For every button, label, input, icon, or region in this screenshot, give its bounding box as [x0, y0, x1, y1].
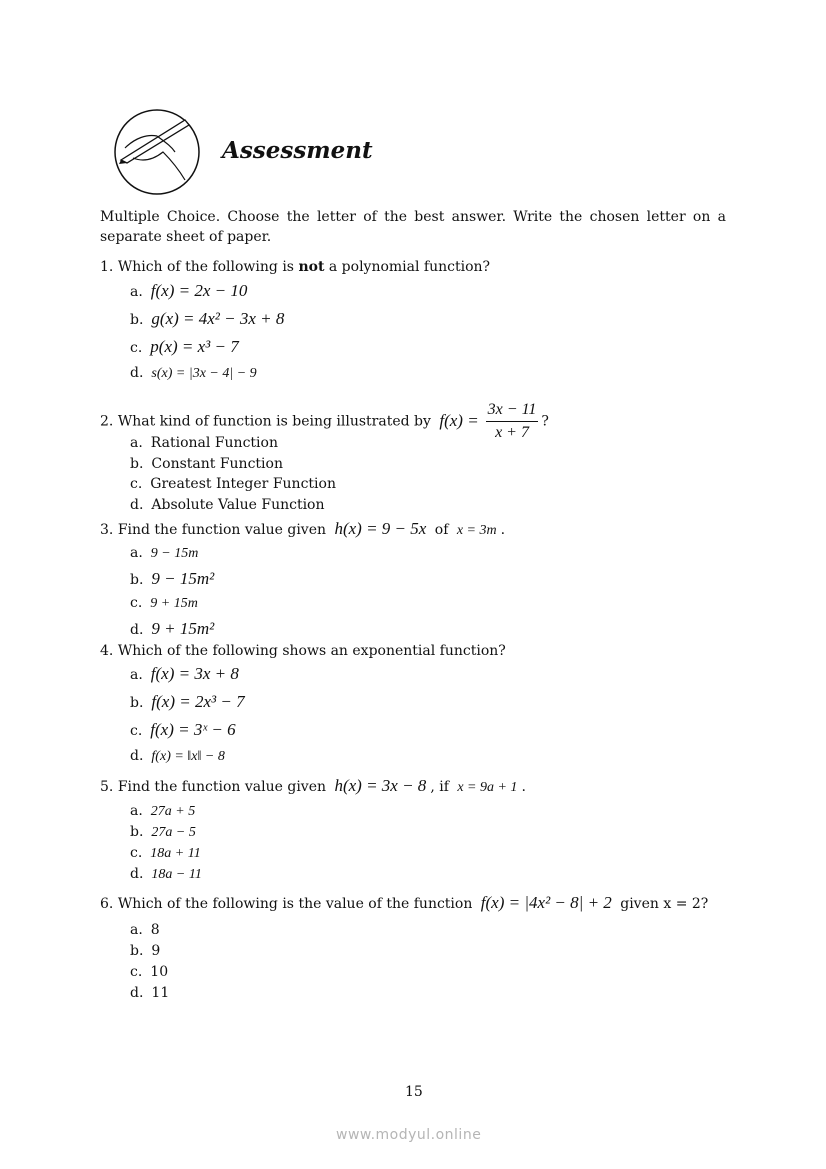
fraction-denominator: x + 7 [495, 424, 529, 441]
answer-option [130, 692, 245, 713]
answer-option [130, 941, 160, 961]
option-label: b. [130, 312, 144, 328]
option-text: Rational Function [150, 435, 278, 451]
option-text: 27a + 5 [150, 804, 196, 819]
question-text: Which of the following is the value of the function [117, 896, 477, 912]
option-label: b. [130, 456, 144, 472]
question-stem [100, 893, 708, 914]
watermark: www.modyul.online [336, 1127, 482, 1143]
math-expression: x = 3m [456, 523, 497, 538]
question-text: of [430, 522, 453, 538]
option-text: f(x) = 2x³ − 7 [151, 692, 245, 711]
answer-option [130, 720, 236, 741]
answer-option [130, 843, 201, 864]
option-text: 18a − 11 [151, 867, 202, 882]
question-number: 4. [100, 643, 118, 659]
answer-option [130, 474, 336, 494]
answer-option [130, 801, 195, 822]
question-text: . [521, 779, 526, 795]
answer-option [130, 569, 214, 590]
question-number: 3. [100, 522, 118, 538]
option-text: Constant Function [151, 456, 283, 472]
question-number: 6. [100, 896, 118, 912]
question-text: given x = 2? [615, 896, 709, 912]
answer-option [130, 920, 160, 940]
option-text: Absolute Value Function [151, 497, 325, 513]
option-text: 9 − 15m [150, 546, 199, 561]
option-label: a. [130, 803, 143, 819]
math-expression: x = 9a + 1 [457, 780, 518, 795]
option-label: c. [130, 340, 143, 356]
answer-option [130, 593, 198, 614]
answer-option [130, 337, 239, 358]
answer-option [130, 309, 284, 330]
answer-option [130, 281, 247, 302]
question-number: 5. [100, 779, 118, 795]
option-text: g(x) = 4x² − 3x + 8 [151, 309, 285, 328]
fraction-numerator: 3x − 11 [486, 399, 539, 422]
option-text: 9 − 15m² [151, 569, 215, 588]
option-text: 9 + 15m² [151, 619, 215, 638]
answer-option [130, 864, 202, 885]
answer-option [130, 495, 325, 515]
answer-option [130, 454, 283, 474]
question-number: 1. [100, 259, 118, 275]
math-expression: h(x) = 9 − 5x [334, 519, 427, 538]
option-text: 27a − 5 [151, 825, 196, 840]
option-text: 9 + 15m [150, 596, 198, 611]
question-stem [100, 257, 490, 277]
option-label: c. [130, 845, 143, 861]
question-number: 2. [100, 413, 118, 430]
option-label: a. [130, 922, 143, 938]
question-text: , if [430, 779, 454, 795]
answer-option [130, 983, 169, 1003]
option-text: p(x) = x³ − 7 [150, 337, 239, 356]
option-text: 18a + 11 [150, 846, 201, 861]
answer-option [130, 746, 225, 767]
question-text: . [500, 522, 506, 538]
option-label: c. [130, 964, 143, 980]
answer-option [130, 664, 239, 685]
answer-option [130, 363, 257, 384]
question-text: Find the function value given [117, 779, 331, 795]
instructions: Multiple Choice. Choose the letter of the best answer. Write the chosen letter on a separate sheet of paper. [100, 209, 726, 245]
hand-writing-pencil-icon [113, 108, 201, 196]
option-text: 9 [151, 943, 161, 959]
question-text: Which of the following is [117, 259, 299, 275]
option-label: d. [130, 497, 144, 513]
option-label: d. [130, 985, 144, 1001]
option-label: d. [130, 622, 144, 638]
option-label: c. [130, 476, 143, 492]
option-text: 11 [151, 985, 170, 1001]
option-label: a. [130, 545, 143, 561]
question-text: Find the function value given [117, 522, 331, 538]
option-text: 8 [150, 922, 160, 938]
question-text: What kind of function is being illustrated by [117, 413, 436, 430]
page-title: Assessment [222, 137, 373, 164]
option-text: f(x) = 3ˣ − 6 [150, 720, 236, 739]
option-text: s(x) = |3x − 4| − 9 [151, 366, 257, 381]
option-text: f(x) = 3x + 8 [150, 664, 239, 683]
option-label: c. [130, 723, 143, 739]
question-text: a polynomial function? [324, 259, 491, 275]
answer-option [130, 543, 198, 564]
option-label: b. [130, 943, 144, 959]
answer-option [130, 619, 214, 640]
option-label: d. [130, 866, 144, 882]
option-label: b. [130, 824, 144, 840]
option-label: a. [130, 284, 143, 300]
question-text: Which of the following shows an exponential function? [117, 643, 506, 659]
math-expression: h(x) = 3x − 8 [334, 776, 427, 795]
question-stem [100, 519, 505, 541]
math-expression: f(x) = |4x² − 8| + 2 [480, 893, 612, 912]
math-expression: f(x) = [439, 410, 479, 430]
question-emphasis: not [298, 259, 325, 275]
question-stem [100, 776, 526, 798]
option-text: 10 [150, 964, 169, 980]
answer-option [130, 822, 196, 843]
option-text: f(x) = 2x − 10 [150, 281, 248, 300]
option-label: a. [130, 435, 143, 451]
option-label: d. [130, 365, 144, 381]
option-label: b. [130, 695, 144, 711]
fraction [486, 399, 539, 444]
question-stem [100, 641, 506, 661]
option-label: d. [130, 748, 144, 764]
option-label: b. [130, 572, 144, 588]
answer-option [130, 962, 168, 982]
option-text: Greatest Integer Function [150, 476, 336, 492]
page-number: 15 [405, 1084, 423, 1100]
answer-option [130, 433, 278, 453]
question-text: ? [541, 413, 549, 430]
option-text: f(x) = ‖x‖ − 8 [151, 749, 225, 764]
option-label: a. [130, 667, 143, 683]
option-label: c. [130, 595, 143, 611]
